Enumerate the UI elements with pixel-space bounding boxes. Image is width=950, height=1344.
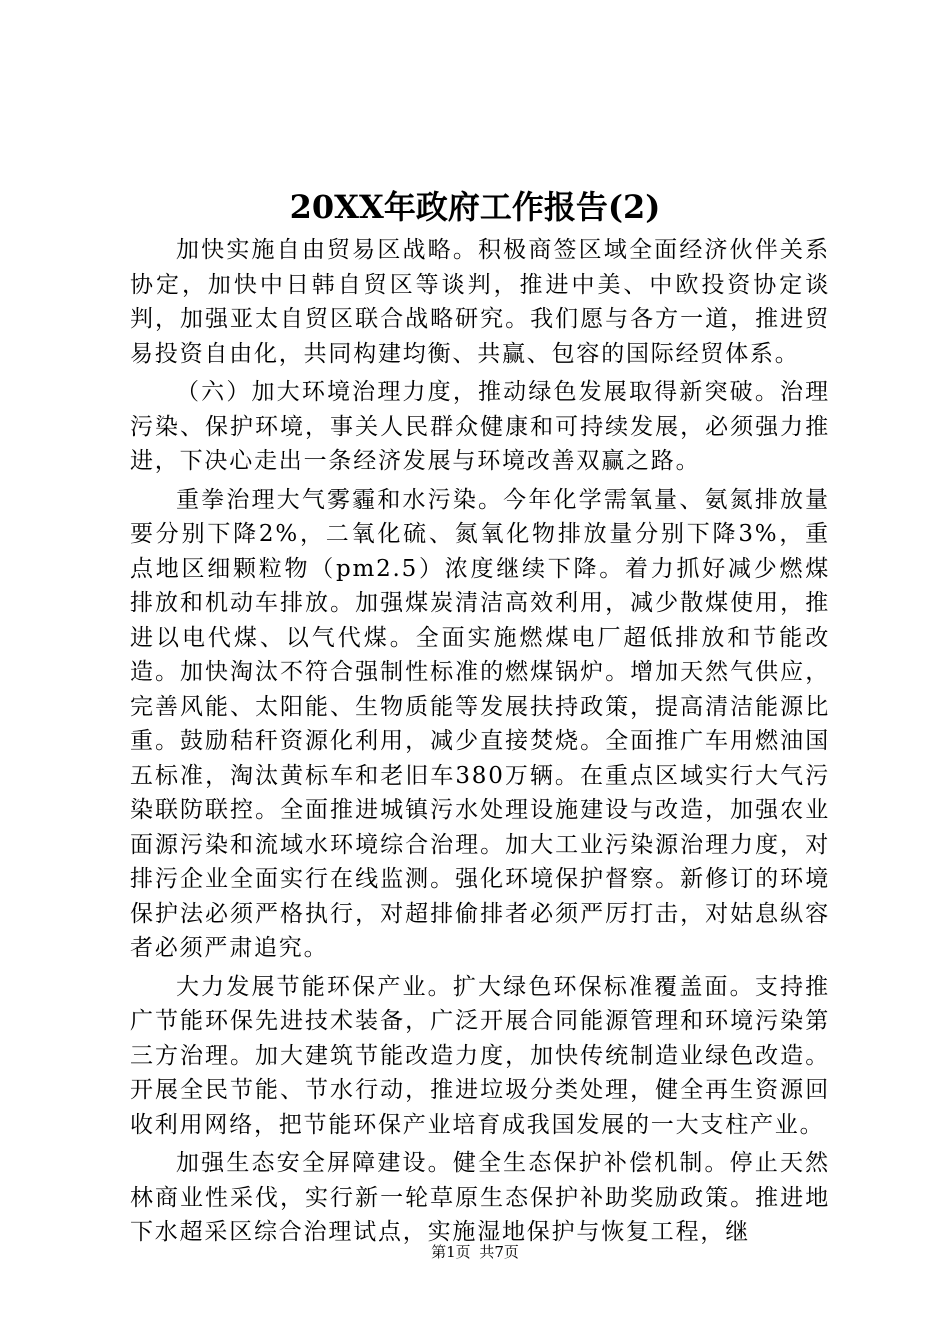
paragraph-ecological-barrier: 加强生态安全屏障建设。健全生态保护补偿机制。停止天然林商业性采伐，实行新一轮草原生态保护补助奖励政策。推进地下水超采区综合治理试点，实施湿地保护与恢复工程，继	[130, 1150, 830, 1245]
document-title: 20XX年政府工作报告(2)	[289, 188, 661, 226]
paragraph-energy-saving-industry: 大力发展节能环保产业。扩大绿色环保标准覆盖面。支持推广节能环保先进技术装备，广泛开展合同能源管理和环境污染第三方治理。加大建筑节能改造力度，加快传统制造业绿色改造。开展全民节能、节水行动，推进垃圾分类处理，健全再生资源回收利用网络，把节能环保产业培育成我国发展的一大支柱产业。	[130, 973, 830, 1138]
total-pages: 共7页	[479, 1243, 519, 1261]
document-body	[130, 233, 830, 1254]
paragraph-free-trade: 加快实施自由贸易区战略。积极商签区域全面经济伙伴关系协定，加快中日韩自贸区等谈判，推进中美、中欧投资协定谈判，加强亚太自贸区联合战略研究。我们愿与各方一道，推进贸易投资自由化，共同构建均衡、共赢、包容的国际经贸体系。	[130, 237, 830, 367]
page-footer	[0, 1242, 950, 1262]
paragraph-air-water-pollution: 重拳治理大气雾霾和水污染。今年化学需氧量、氨氮排放量要分别下降2%，二氧化硫、氮氧化物排放量分别下降3%，重点地区细颗粒物（pm2.5）浓度继续下降。着力抓好减少燃煤排放和机动车排放。加强煤炭清洁高效利用，减少散煤使用，推进以电代煤、以气代煤。全面实施燃煤电厂超低排放和节能改造。加快淘汰不符合强制性标准的燃煤锅炉。增加天然气供应，完善风能、太阳能、生物质能等发展扶持政策，提高清洁能源比重。鼓励秸秆资源化利用，减少直接焚烧。全面推广车用燃油国五标准，淘汰黄标车和老旧车380万辆。在重点区域实行大气污染联防联控。全面推进城镇污水处理设施建设与改造，加强农业面源污染和流域水环境综合治理。加大工业污染源治理力度，对排污企业全面实行在线监测。强化环境保护督察。新修订的环境保护法必须严格执行，对超排偷排者必须严厉打击，对姑息纵容者必须严肃追究。	[130, 486, 830, 961]
page-number: 第1页	[431, 1243, 471, 1261]
paragraph-environment-heading: （六）加大环境治理力度，推动绿色发展取得新突破。治理污染、保护环境，事关人民群众健康和可持续发展，必须强力推进，下决心走出一条经济发展与环境改善双赢之路。	[130, 379, 830, 474]
